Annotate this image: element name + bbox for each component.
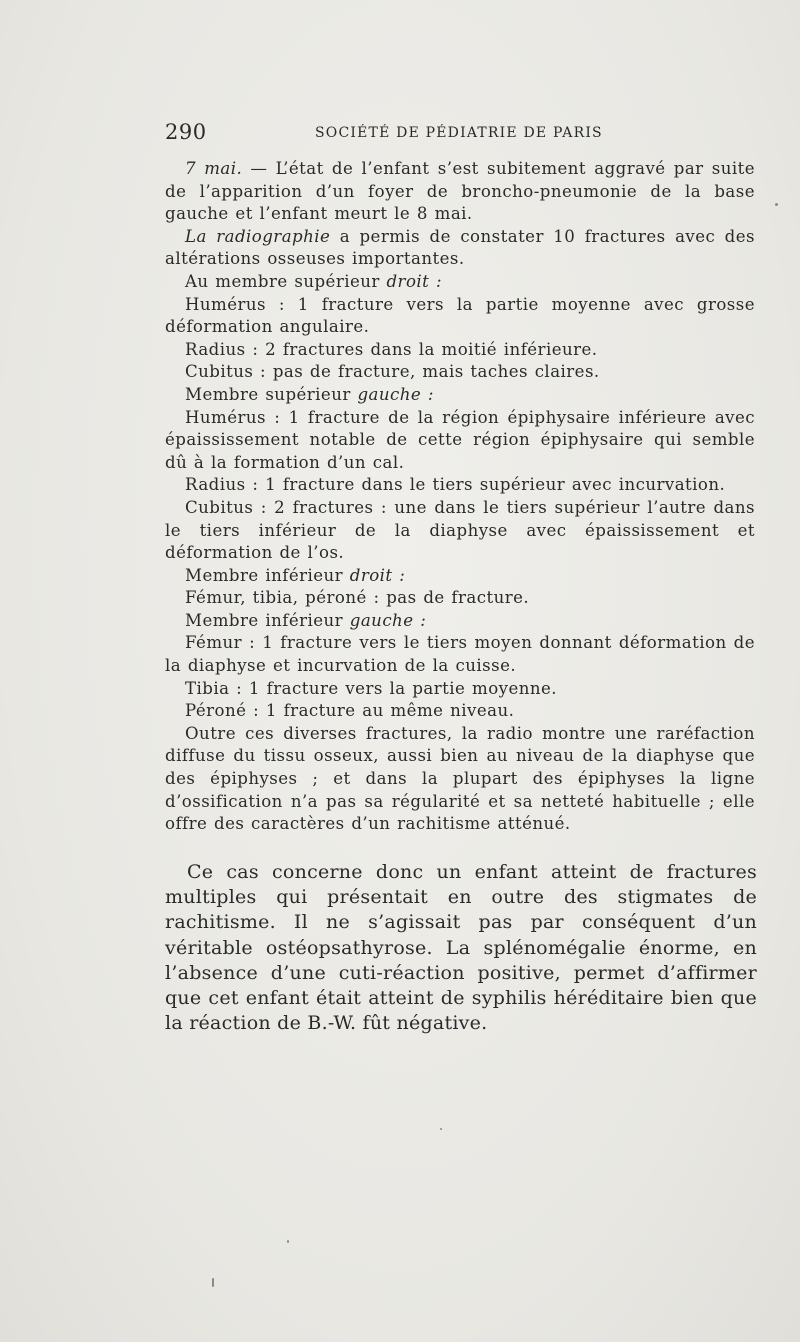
upper-right-heading bbox=[165, 271, 755, 294]
lower-left-side: gauche : bbox=[349, 610, 427, 630]
date-label: 7 mai. bbox=[185, 159, 243, 178]
upper-left-cubitus: Cubitus : 2 fractures : une dans le tiers supérieur l’autre dans le tiers inférieur de la diaphyse avec épaississement et déformation de l’os. bbox=[165, 497, 755, 563]
page-number: 290 bbox=[165, 120, 207, 144]
upper-right-humerus: Humérus : 1 fracture vers la partie moyenne avec grosse déformation angulaire. bbox=[165, 294, 755, 337]
lower-right-bones: Fémur, tibia, péroné : pas de fracture. bbox=[185, 588, 530, 608]
running-title: SOCIÉTÉ DE PÉDIATRIE DE PARIS bbox=[315, 125, 603, 141]
radiography-label: La radiographie bbox=[185, 226, 331, 246]
lower-right-heading bbox=[165, 565, 755, 588]
date-text: — L’état de l’enfant s’est subitement aggravé par suite de l’apparition d’un foyer de broncho-pneumonie de la base gauche et l’enfant meurt le 8 mai. bbox=[165, 159, 755, 224]
lower-left-prefix: Membre inférieur bbox=[185, 610, 350, 630]
upper-left-prefix: Membre supérieur bbox=[185, 384, 358, 404]
lower-left-tibia: Tibia : 1 fracture vers la partie moyenne. bbox=[185, 678, 558, 698]
upper-left-heading bbox=[165, 384, 755, 407]
summary-paragraph: Outre ces diverses fractures, la radio montre une raréfaction diffuse du tissu osseux, aussi bien au niveau de la diaphyse que des épiphyses ; et dans la plupart des épiphyses la ligne d’ossification n’a pas sa régularité et sa netteté habituelle ; elle offre des caractères d’un rachitisme atténué. bbox=[165, 723, 755, 834]
upper-left-side: gauche : bbox=[357, 384, 434, 404]
lower-left-perone: Péroné : 1 fracture au même niveau. bbox=[185, 701, 515, 721]
scan-speck bbox=[440, 1128, 442, 1130]
page-header bbox=[165, 120, 755, 144]
scan-speck bbox=[212, 1278, 214, 1287]
scan-speck bbox=[287, 1240, 289, 1243]
upper-right-side: droit : bbox=[386, 271, 443, 291]
lower-left-heading bbox=[165, 610, 755, 633]
lower-left-femur: Fémur : 1 fracture vers le tiers moyen donnant déformation de la diaphyse et incurvation de la cuisse. bbox=[165, 633, 755, 676]
lower-right-side: droit : bbox=[349, 565, 406, 585]
upper-left-humerus: Humérus : 1 fracture de la région épiphysaire inférieure avec épaississement notable de cette région épiphysaire qui semble dû à la formation d’un cal. bbox=[165, 407, 755, 472]
conclusion-block bbox=[165, 860, 757, 1036]
case-report bbox=[165, 158, 755, 836]
upper-right-radius: Radius : 2 fractures dans la moitié inférieure. bbox=[185, 339, 598, 359]
radiography-text: a permis de constater 10 fractures avec des altérations osseuses importantes. bbox=[165, 226, 755, 269]
lower-right-prefix: Membre inférieur bbox=[185, 565, 350, 585]
upper-right-prefix: Au membre supérieur bbox=[185, 271, 387, 291]
upper-right-cubitus: Cubitus : pas de fracture, mais taches claires. bbox=[185, 362, 600, 382]
scan-speck bbox=[775, 203, 778, 206]
conclusion-paragraph: Ce cas concerne donc un enfant atteint de fractures multiples qui présentait en outre des stigmates de rachitisme. Il ne s’agissait pas par conséquent d’un véritable ostéopsathyrose. La splénomégalie énorme, en l’absence d’une cuti-réaction positive, permet d’affirmer que cet enfant était atteint de syphilis héréditaire bien que la réaction de B.-W. fût négative. bbox=[165, 861, 757, 1035]
paragraph-radiography bbox=[165, 226, 755, 271]
paragraph-date bbox=[165, 158, 755, 226]
upper-left-radius: Radius : 1 fracture dans le tiers supérieur avec incurvation. bbox=[185, 475, 726, 495]
